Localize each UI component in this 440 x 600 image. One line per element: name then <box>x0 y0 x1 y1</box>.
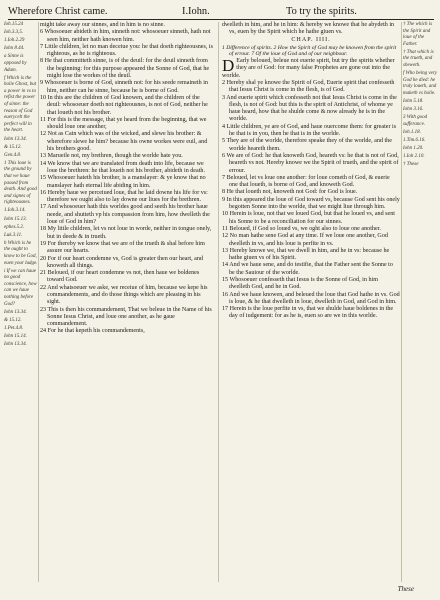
margin-note: Iohn 13.34. <box>4 136 27 142</box>
verse-paragraph: 10 In this are the children of God knowen, and the children of the deuil: whosoeuer doeth not righteousnes, is not of God, neither he that loueth not his brother. <box>40 94 208 116</box>
margin-note: 1.Ioh.2.29 <box>4 38 25 44</box>
verse-paragraph: 2 Hereby shal ye knowe the Spirit of God, Euerie spirit that confesseth that Iesus Christ is come in the flesh, is of God. <box>222 79 395 94</box>
margin-note: Iohn 3.16. <box>403 107 424 113</box>
margin-note: Ioh.1.18. <box>403 129 421 135</box>
margin-note: 1.Tim.6.16. <box>403 138 426 143</box>
margin-note: Ioh.3.3,5. <box>4 30 24 36</box>
margin-note: Iohn 1.20. <box>403 146 424 152</box>
margin-note: Iohn 8.44. <box>4 46 25 52</box>
verse-paragraph: 5 They are of the worlde, therefore speake they of the worlde, and the worlde heareth them. <box>222 138 392 152</box>
chapter-argument: 1 Difference of spirits. 2 How the Spirit of God may be knowen from the spirit of errour. 7 Of the loue of God and of our neighbour. <box>222 44 397 58</box>
verse-paragraph: 7 Beloued, let vs loue one another: for loue cometh of God, & euerie one that loueth, is borne of God, and knoweth God. <box>222 174 390 189</box>
verse-paragraph: 17 And whosoeuer hath this worldes good and seeth his brother haue neede, and shutteth vp his compassion from him, how dwelleth the loue of God in him? <box>40 204 210 226</box>
margin-note: f Who being very God he died: he truly loueth, and maketh vs holie. <box>403 71 438 96</box>
margin-note: 1.Ioh.3.14. <box>4 208 26 214</box>
verse-paragraph: 8 He that loueth not, knoweth not God: for God is loue. <box>222 189 358 196</box>
text-column-right <box>222 22 400 321</box>
right-margin-divider <box>401 22 402 582</box>
verse-paragraph: 21 Beloued, if our heart condemne vs not, then haue we boldenes toward God. <box>40 270 200 284</box>
margin-note: & 15.12. <box>4 317 22 323</box>
verse-paragraph: 14 We know that we are translated from death into life, because we loue the brethren: he that loueth not his brother, abideth in death. <box>40 160 205 174</box>
margin-note: a Sinne is opposed by Adam. <box>4 54 27 73</box>
header-right: To try the spirits. <box>286 6 357 17</box>
verse-paragraph: 13 Marueile not, my brethren, though the worlde hate you. <box>40 153 183 160</box>
margin-note: Luk.3.11. <box>4 232 23 238</box>
verse-paragraph: 20 For if our heart condemne vs, God is greater then our heart, and knoweth all things. <box>40 255 203 269</box>
drop-cap: D <box>222 56 235 76</box>
margin-note: f Which is the holie Ghost, but a power in vs to refist the power of sinne: the reason of God euerycelt the perfect will in the heart. <box>4 75 37 134</box>
text-column-left <box>40 22 215 336</box>
margin-note: † These <box>403 162 419 168</box>
chapter-heading: CHAP. IIII. <box>291 37 331 44</box>
verse-paragraph: 6 We are of God: he that knoweth God, heareth vs: he that is not of God, heareth vs not. Hereby knowe we the Spirit of trueth, and the spirit of errour. <box>222 152 399 174</box>
margin-note: ephes.5.2. <box>4 224 25 230</box>
left-margin-divider <box>38 22 39 582</box>
verse-paragraph: 16 And we haue knowen, and beleued the loue that God hathe in vs. God is loue, & he that dwelleth in loue, dwelleth in God, and God in him. <box>222 291 400 305</box>
verse-paragraph: 17 Herein is the loue perfite in vs, that we shulde haue boldenes in the day of iudgement: for as he is, euen so are we in this worlde. <box>222 306 394 320</box>
verse-paragraph: 24 For he that kepeth his commandements, <box>40 328 145 335</box>
verse-paragraph: 10 Herein is loue, not that we loued God, but that he loued vs, and sent his Sonne to be a reconciliation for our sinnes. <box>222 211 395 225</box>
verse-paragraph: 9 Whosoeuer is borne of God, sinneth not: for his seede remaineth in him, neither can he sinne, because he is borne of God. <box>40 80 208 94</box>
right-margin-notes <box>403 22 438 170</box>
column-divider <box>218 22 219 582</box>
margin-note: † That which is the trueth, and sheweth. <box>403 49 434 69</box>
header-center: I.Iohn. <box>182 6 210 17</box>
margin-note: Gen.4.8. <box>4 152 22 158</box>
margin-note: Iohn 13.34. <box>4 342 27 348</box>
verse-paragraph: 13 Hereby knowe we, that we dwell in him, and he in vs: because he hathe giuen vs of his Spirit. <box>222 247 390 262</box>
verse-paragraph: 7 Little children, let no man deceiue you: he that doeth righteousnes, is righteous, as he is righteous. <box>40 43 213 58</box>
verse-paragraph: 23 This is then his commandement, That we beleue in the Name of his Sonne Iesus Christ, and loue one another, as he gaue commandement. <box>40 306 212 328</box>
verse-1-paragraph <box>222 58 400 80</box>
margin-note: Iohn 15.13. <box>4 216 27 222</box>
margin-note: 1 This loue is the ground by that we haue passed from death. And good and signes of righteousnes. <box>4 160 37 206</box>
verse-paragraph: 8 He that committeth sinne, is of the deuil: for the deuil sinneth from the beginning: for this purpose appeared the Sonne of God, that he might lose the workes of the deuil. <box>40 58 210 80</box>
verse-paragraph: 22 And whatsoeuer we aske, we receiue of him, because we kepe his commandements, and do those things which are pleasing in his sight. <box>40 284 208 306</box>
verse-paragraph: 19 For thereby we know that we are of the trueth & shal before him assure our hearts. <box>40 240 205 255</box>
left-margin-notes <box>4 22 38 350</box>
verse-paragraph: 11 For this is the message, that ye heard from the beginning, that we should loue one another, <box>40 116 207 131</box>
verse-text: Early beloued, beleue not euerie spirit, but try the spirits whether they are of God: for many false Prophetes are gone out into the worlde. <box>222 58 395 79</box>
header-rule <box>8 19 434 20</box>
margin-note: Iohn 15.14. <box>4 334 27 340</box>
header-left: Wherefore Christ came. <box>8 6 108 17</box>
margin-note: Iohn 13.34. <box>4 309 27 315</box>
margin-note: 1.Ioh 2.10. <box>403 154 425 160</box>
margin-note: Ioh.15.24 <box>4 22 24 27</box>
verse-paragraph: dwelleth in him, and he in him: & hereby we knowe that he abydeth in vs, euen by the Spirit which he hathe giuen vs. <box>222 22 395 36</box>
verse-paragraph: 9 In this appeared the loue of God toward vs, because God sent his onely begotten Sonne into the worlde, that we might liue through him. <box>222 196 400 211</box>
verse-paragraph: 18 My little children, let vs not loue in worde, neither in tongue onely, but in deede & in trueth. <box>40 226 212 240</box>
verse-paragraph: 14 And we haue sene, and do testifie, that the Father sent the Sonne to be the Sauiour of the worlde. <box>222 262 393 276</box>
margin-note: h Which is he the ought to know to be God, euen your ludge. <box>4 240 38 266</box>
verse-paragraph: 16 Hereby haue we perceiued loue, that he laid downe his life for vs: therefore we ought also to lay downe our liues for the brethren. <box>40 189 208 204</box>
verse-paragraph: 3 And euerie spirit which confesseth not that Iesus Christ is come in the flesh, is not of God: but this is the spirit of Antichrist, of whome ye haue heard, how that he shulde come & now already he is in the worlde. <box>222 94 397 123</box>
verse-paragraph: 15 Whosoeuer confesseth that Iesus is the Sonne of God, in him dwelleth God, and he in God. <box>222 276 378 291</box>
margin-note: i If we can haue no good conscience, how can we haue nothing before God? <box>4 268 37 307</box>
verse-paragraph: 12 Not as Cain which was of the wicked, and slewe his brother: & wherefore slewe he him? because his owne workes were euil, and his brothers good. <box>40 131 208 153</box>
verse-paragraph: 12 No man hathe sene God at any time. If we loue one another, God dwelleth in vs, and his loue is perfite in vs. <box>222 233 388 247</box>
margin-note: & 15.12. <box>4 144 22 150</box>
verse-paragraph: 15 Whosoeuer hateth his brother, is a manslayer: & ye know that no manslayer hath eternal life abiding in him. <box>40 175 206 189</box>
margin-note: Iohn 5.18. <box>403 99 424 105</box>
verse-paragraph: 6 Whosoeuer abideth in him, sinneth not: whosoeuer sinneth, hath not seen him, neither hath knowen him. <box>40 29 211 43</box>
verse-paragraph: 4 Little children, ye are of God, and haue ouercome them: for greater is he that is in you, then he that is in the worlde. <box>222 123 397 138</box>
margin-note: 3 With good sufferance. <box>403 115 428 127</box>
margin-note: † The which is the Spirit and loue of the Father. <box>403 22 433 47</box>
verse-paragraph: might take away our sinnes, and in him is no sinne. <box>40 22 165 28</box>
verse-paragraph: 11 Beloued, if God so loued vs, we oght also to loue one another. <box>222 225 381 232</box>
margin-note: 1.Pet.4.8. <box>4 325 24 331</box>
running-header <box>8 6 434 19</box>
catchword: These <box>397 585 414 593</box>
